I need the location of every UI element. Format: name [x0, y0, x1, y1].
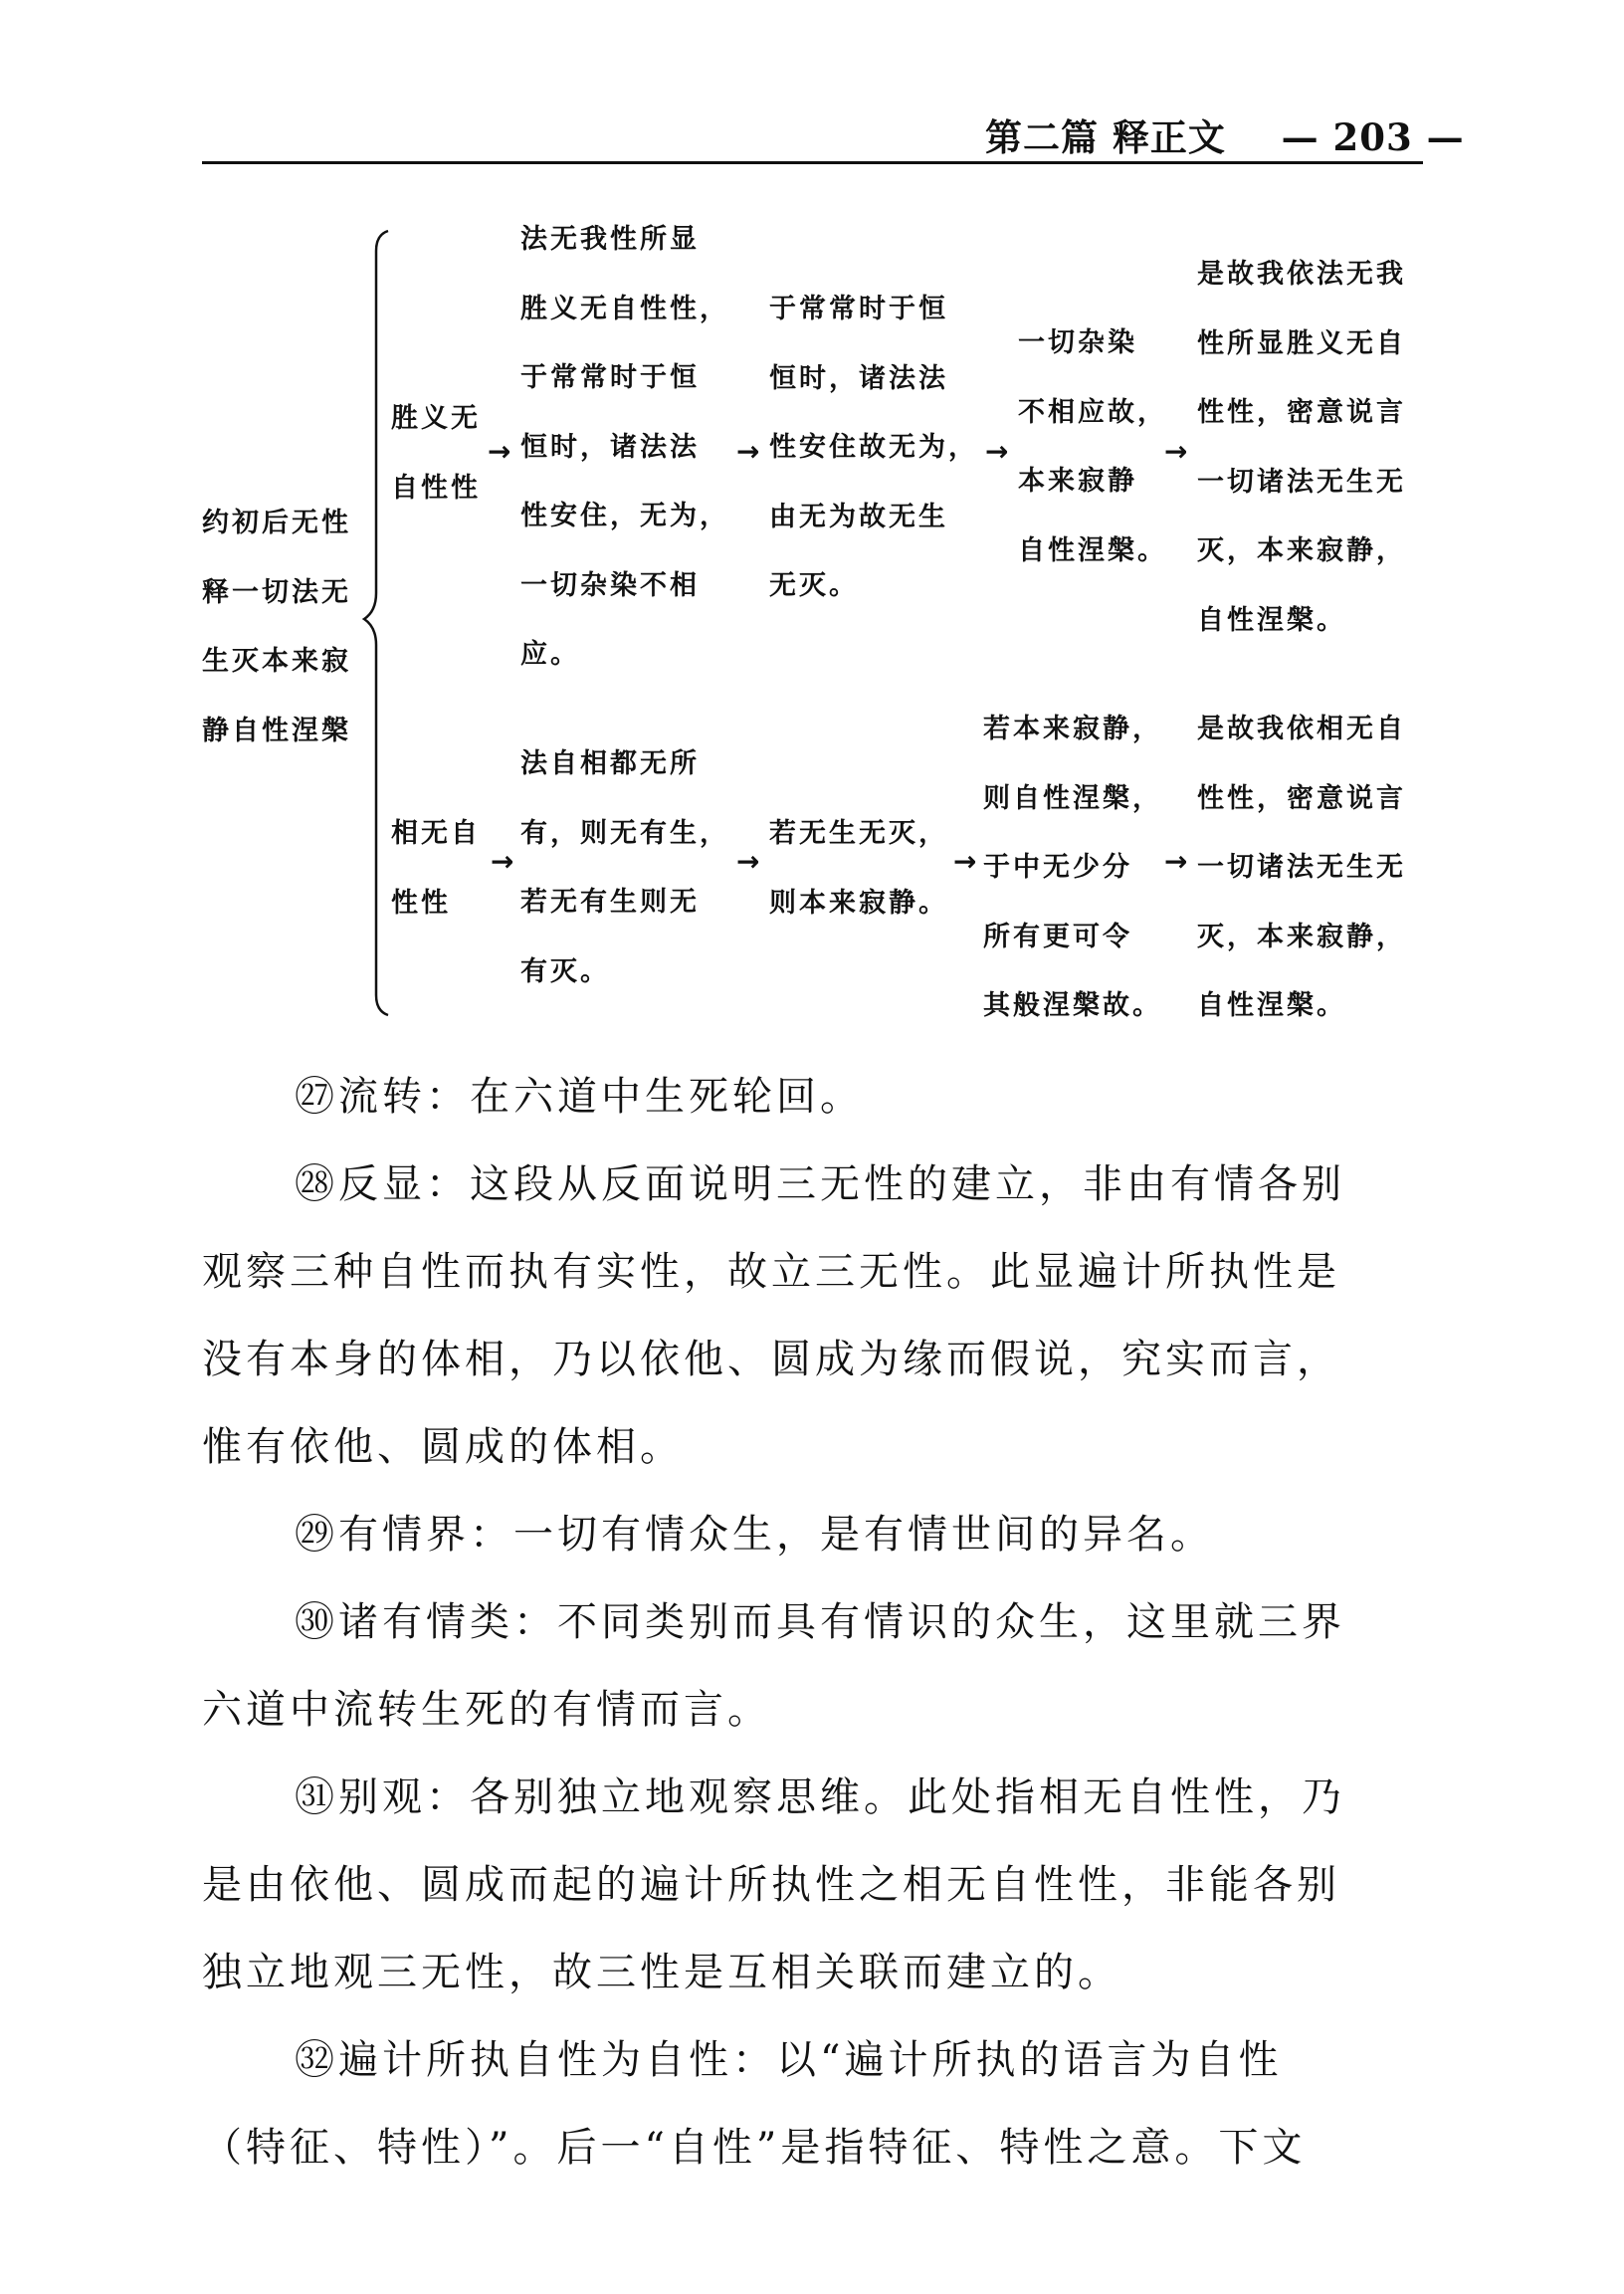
- arrow-icon: →: [736, 845, 760, 878]
- note-30: ㉚诸有情类：不同类别而具有情识的众生，这里就三界 六道中流转生死的有情而言。: [202, 1599, 1345, 1733]
- branch2-label: 相无自 性性: [391, 818, 481, 919]
- structure-diagram: [0, 0, 1624, 1035]
- branch1-col1: 法无我性所显 胜义无自性性， 于常常时于恒 恒时，诸法法 性安住，无为， 一切杂染不相 应。: [520, 224, 729, 670]
- arrow-icon: →: [985, 435, 1009, 468]
- branch1-label: 胜义无 自性性: [391, 403, 481, 504]
- note-31: ㉛别观：各别独立地观察思维。此处指相无自性性，乃 是由依他、圆成而起的遍计所执性之相无自性性，非能各别 独立地观三无性，故三性是互相关联而建立的。: [202, 1774, 1345, 1995]
- note-29: ㉙有情界：一切有情众生，是有情世间的异名。: [295, 1512, 1214, 1558]
- branch2-col1: 法自相都无所 有，则无有生， 若无有生则无 有灭。: [520, 748, 729, 987]
- arrow-icon: →: [953, 845, 977, 878]
- note-32: ㉜遍计所执自性为自性：以“遍计所执的语言为自性 （特征、特性）”。后一“自性”是指特征、特性之意。下文: [202, 2037, 1307, 2171]
- arrow-icon: →: [491, 845, 514, 878]
- arrow-icon: →: [1164, 845, 1188, 878]
- branch1-col2: 于常常时于恒 恒时，诸法法 性安住故无为， 由无为故无生 无灭。: [769, 294, 978, 601]
- arrow-icon: →: [736, 435, 760, 468]
- note-28: ㉘反显：这段从反面说明三无性的建立，非由有情各别 观察三种自性而执有实性，故立三无性。此显遍计所执性是 没有本身的体相，乃以依他、圆成为缘而假说，究实而言， 惟有依他、圆成的体相。: [202, 1161, 1345, 1470]
- root-brace: [364, 231, 388, 1015]
- arrow-icon: →: [488, 435, 511, 468]
- page-number: — 203 —: [1281, 115, 1465, 159]
- note-27: ㉗流转：在六道中生死轮回。: [295, 1074, 864, 1120]
- branch2-col3: 若本来寂静， 则自性涅槃， 于中无少分 所有更可令 其般涅槃故。: [983, 714, 1162, 1021]
- footnotes: [202, 1053, 1426, 2191]
- branch2-col4: 是故我依相无自 性性，密意说言 一切诸法无生无 灭，本来寂静， 自性涅槃。: [1197, 714, 1406, 1021]
- chapter-title: 第二篇 释正文: [985, 115, 1226, 159]
- branch1-col3: 一切杂染 不相应故， 本来寂静 自性涅槃。: [1018, 327, 1167, 566]
- branch1-col4: 是故我依法无我 性所显胜义无自 性性，密意说言 一切诸法无生无 灭，本来寂静， 自性涅槃。: [1197, 259, 1406, 636]
- root-label: 约初后无性 释一切法无 生灭本来寂 静自性涅槃: [202, 508, 351, 746]
- branch2-col2: 若无生无灭， 则本来寂静。: [769, 818, 948, 919]
- arrow-icon: →: [1164, 435, 1188, 468]
